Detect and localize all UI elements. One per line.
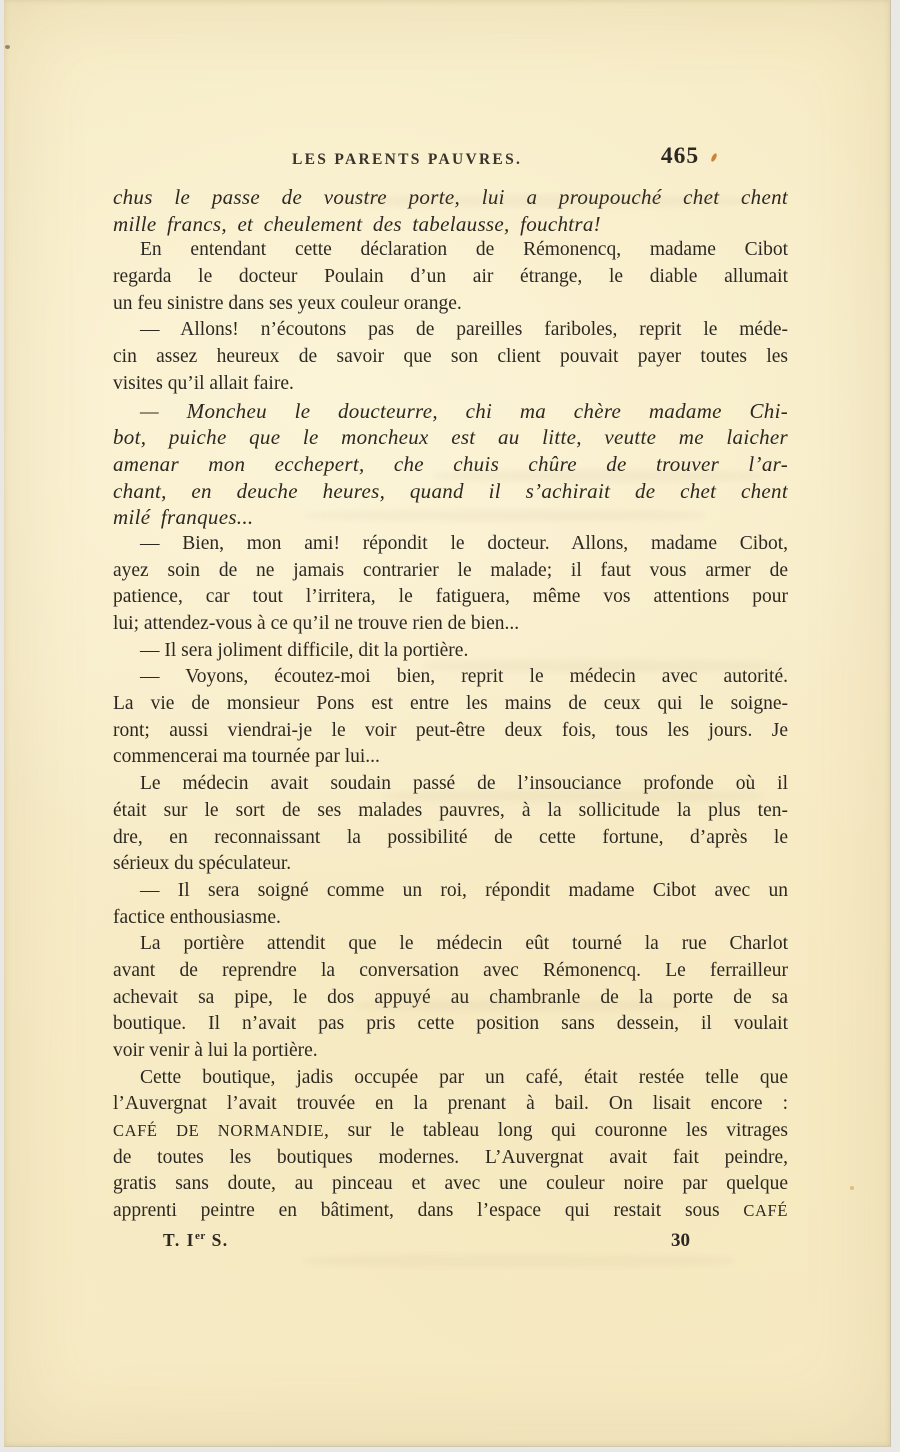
text-segment: — Moncheu le doucteurre, chi ma chère madame Chi-	[140, 398, 788, 423]
text-segment: apprenti peintre en bâtiment, dans l’espace qui restait sous	[113, 1200, 744, 1222]
text-segment: ayez soin de ne jamais contrarier le malade; il faut vous armer de	[113, 559, 788, 581]
text-line	[113, 931, 788, 958]
text-segment: cin assez heureux de savoir que son client pouvait payer toutes les	[113, 346, 788, 368]
text-line	[113, 317, 788, 344]
text-segment: La vie de monsieur Pons est entre les mains de ceux qui le soigne-	[113, 693, 788, 715]
text-line	[113, 798, 788, 825]
text-segment: En entendant cette déclaration de Rémonencq, madame Cibot	[140, 239, 788, 261]
volume-signature	[163, 1230, 229, 1251]
text-line	[113, 237, 788, 264]
text-segment: était sur le sort de ses malades pauvres, à la sollicitude la plus ten-	[113, 799, 788, 821]
text-line	[113, 718, 788, 745]
text-line	[113, 371, 788, 398]
text-segment: La portière attendit que le médecin eût tourné la rue Charlot	[140, 933, 788, 955]
show-through-smudge	[304, 510, 704, 521]
text-segment: achevait sa pipe, le dos appuyé au chambranle de la porte de sa	[113, 986, 788, 1008]
paper-speck	[710, 153, 718, 163]
book-page-paper	[4, 0, 891, 1447]
text-segment: Le médecin avait soudain passé de l’insouciance profonde où il	[140, 773, 788, 795]
show-through-smudge	[354, 1000, 684, 1011]
show-through-smudge	[434, 470, 764, 482]
text-line	[113, 211, 788, 238]
text-segment: lui; attendez-vous à ce qu’il ne trouve rien de bien...	[113, 613, 520, 634]
text-segment: milé franques...	[113, 505, 254, 530]
paper-speck	[5, 45, 10, 49]
text-segment: chus le passe de voustre porte, lui a proupouché chet chent	[113, 185, 788, 209]
text-segment: patience, car tout l’irritera, le fatiguera, même vos attentions pour	[113, 586, 788, 608]
text-segment: un feu sinistre dans ses yeux couleur orange.	[113, 292, 462, 314]
text-line	[113, 691, 788, 718]
text-line	[113, 744, 788, 771]
volume-signature-prefix: T. I	[163, 1230, 195, 1250]
small-caps-text: CAFÉ	[743, 1201, 788, 1221]
show-through-smudge	[304, 1255, 734, 1267]
text-segment: amenar mon ecchepert, che chuis chûre de trouver l’ar-	[113, 451, 788, 476]
text-line	[113, 398, 788, 425]
volume-signature-suffix: S.	[205, 1230, 229, 1250]
text-line	[113, 1145, 788, 1172]
text-segment: sérieux du spéculateur.	[113, 853, 292, 875]
text-line	[113, 264, 788, 291]
text-line	[113, 558, 788, 585]
text-line	[113, 611, 788, 638]
text-segment: — Il sera soigné comme un roi, répondit madame Cibot avec un	[140, 879, 788, 901]
text-line	[113, 825, 788, 852]
text-segment: commencerai ma tournée par lui...	[113, 746, 380, 768]
text-line	[113, 424, 788, 451]
show-through-smudge	[424, 660, 784, 672]
text-line	[113, 851, 788, 878]
text-line	[113, 1118, 788, 1145]
text-segment: visites qu’il allait faire.	[113, 372, 294, 394]
show-through-smudge	[334, 195, 754, 207]
sheet-number: 30	[671, 1230, 690, 1251]
text-line	[113, 1065, 788, 1092]
text-segment: — Voyons, écoutez-moi bien, reprit le médecin avec autorité.	[140, 666, 788, 688]
text-segment: bot, puiche que le moncheux est au litte, veutte me laicher	[113, 425, 788, 450]
text-line	[113, 878, 788, 905]
show-through-smudge	[384, 790, 764, 802]
text-segment: de toutes les boutiques modernes. L’Auvergnat avait fait peindre,	[113, 1146, 788, 1168]
text-segment: chant, en deuche heures, quand il s’achirait de chet chent	[113, 478, 788, 503]
page-number: 465	[660, 143, 700, 169]
text-segment: mille francs, et cheulement des tabelausse, fouchtra!	[113, 211, 601, 236]
text-segment: , sur le tableau long qui couronne les vitrages	[324, 1120, 788, 1142]
text-line	[113, 344, 788, 371]
text-segment: — Allons! n’écoutons pas de pareilles fariboles, reprit le méde-	[140, 319, 788, 341]
text-line	[113, 1198, 788, 1225]
text-line	[113, 531, 788, 558]
text-segment: — Bien, mon ami! répondit le docteur. Allons, madame Cibot,	[140, 532, 788, 554]
text-segment: Cette boutique, jadis occupée par un café, était restée telle que	[140, 1066, 788, 1088]
text-line	[113, 1038, 788, 1065]
small-caps-text: CAFÉ DE NORMANDIE	[113, 1121, 325, 1141]
text-line	[113, 291, 788, 318]
text-segment: — Il sera joliment difficile, dit la portière.	[140, 639, 469, 661]
text-line	[113, 958, 788, 985]
text-segment: avant de reprendre la conversation avec Rémonencq. Le ferrailleur	[113, 959, 788, 981]
text-segment: gratis sans doute, au pinceau et avec une couleur noire par quelque	[113, 1173, 788, 1195]
text-segment: boutique. Il n’avait pas pris cette position sans dessein, il voulait	[113, 1013, 788, 1035]
paper-speck	[850, 1186, 854, 1190]
page-footer	[113, 1230, 788, 1258]
text-block	[113, 184, 788, 1225]
text-line	[113, 1091, 788, 1118]
text-segment: factice enthousiasme.	[113, 906, 281, 928]
text-line	[113, 1011, 788, 1038]
text-line	[113, 905, 788, 932]
text-segment: regarda le docteur Poulain d’un air étrange, le diable allumait	[113, 266, 788, 288]
text-segment: voir venir à lui la portière.	[113, 1040, 318, 1061]
text-segment: ront; aussi viendrai-je le voir peut-être deux fois, tous les jours. Je	[113, 719, 788, 741]
text-line	[113, 1171, 788, 1198]
text-segment: l’Auvergnat l’avait trouvée en la prenant à bail. On lisait encore :	[113, 1093, 788, 1115]
running-header-title: LES PARENTS PAUVRES.	[292, 151, 523, 168]
text-line	[113, 584, 788, 611]
text-segment: dre, en reconnaissant la possibilité de cette fortune, d’après le	[113, 826, 788, 848]
volume-signature-superscript: er	[194, 1230, 206, 1243]
